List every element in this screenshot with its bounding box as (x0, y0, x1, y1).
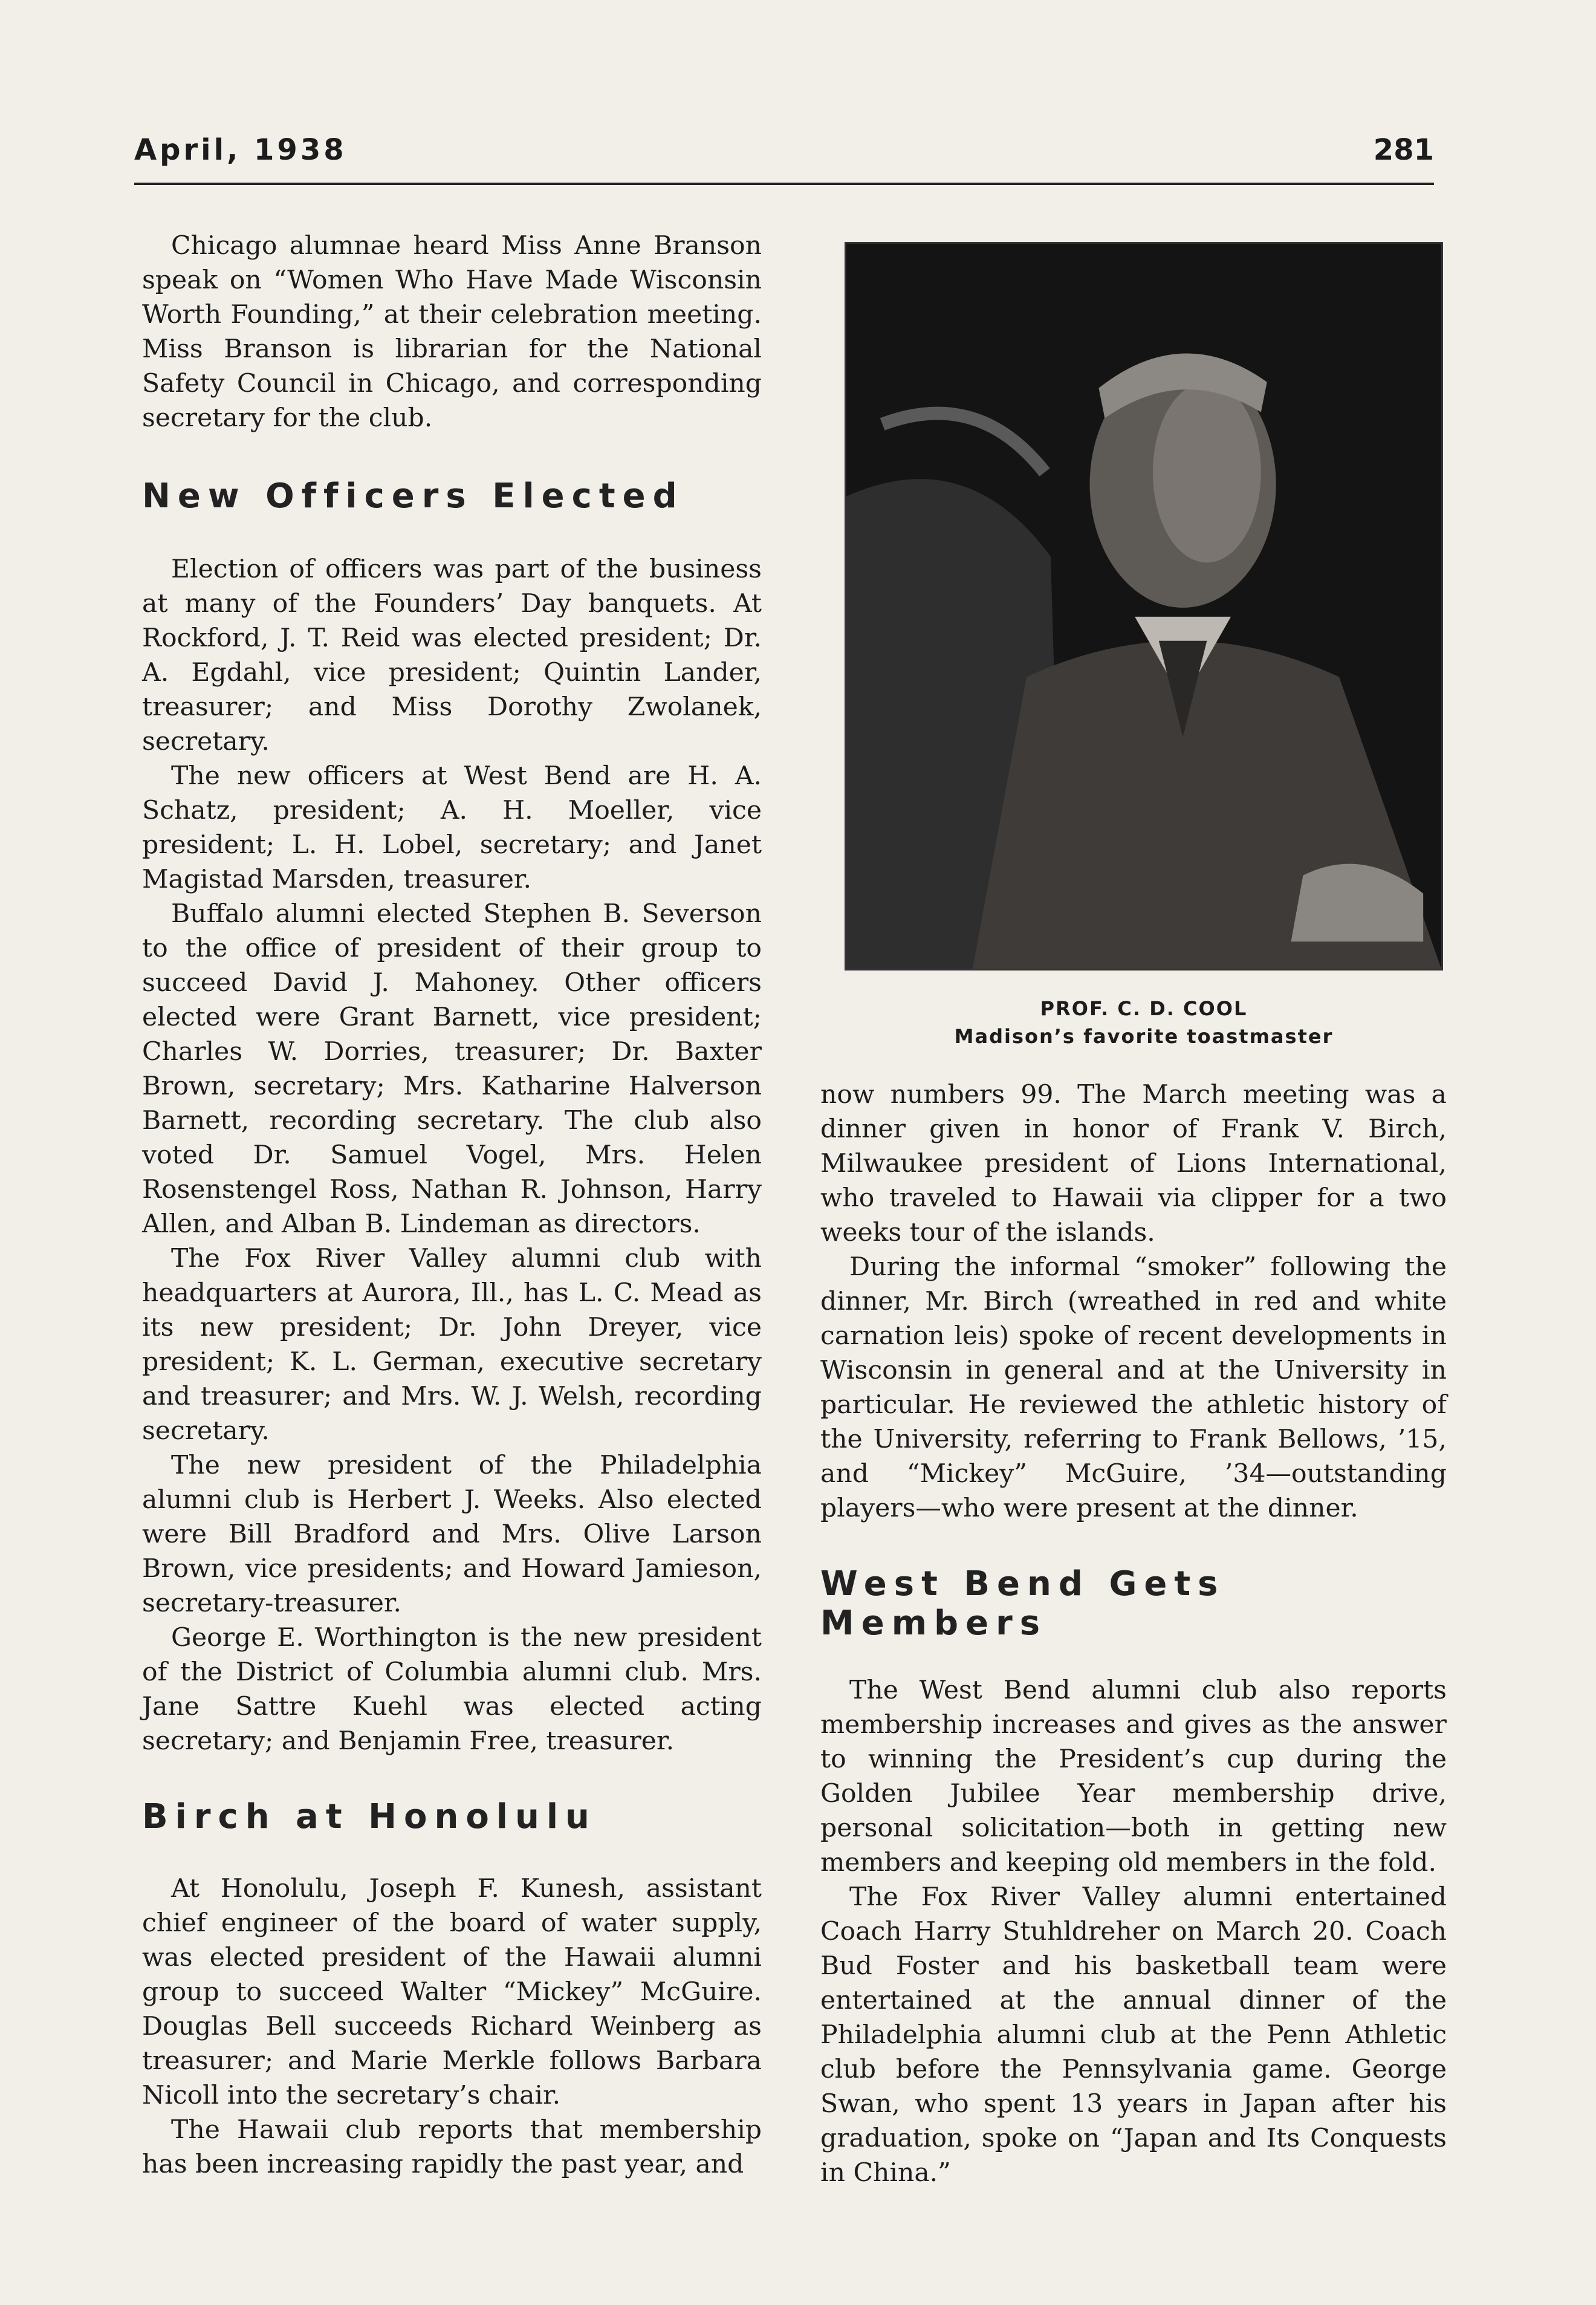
article-paragraph: The Hawaii club reports that membership has been increasing rapidly the past year, and (142, 2115, 762, 2179)
photo-caption (845, 995, 1443, 1050)
continued-paragraph: now numbers 99. The March meeting was a dinner given in honor of Frank V. Birch, Milwaukee president of Lions International, who traveled to Hawaii via clipper for a two weeks tour of the islands. (820, 1080, 1447, 1247)
article-paragraph: George E. Worthington is the new president of the District of Columbia alumni club. Mrs. Jane Sattre Kuehl was elected acting secretary; and Benjamin Free, treasurer. (142, 1623, 762, 1756)
article-paragraph: Election of officers was part of the business at many of the Founders’ Day banquets. At Rockford, J. T. Reid was elected president; Dr. A. Egdahl, vice president; Quintin Lander, treasurer; and Miss Dorothy Zwolanek, secretary. (142, 554, 762, 756)
article-paragraph: During the informal “smoker” following the dinner, Mr. Birch (wreathed in red and white carnation leis) spoke of recent developments in Wisconsin in general and at the University in particular. He reviewed the athletic history of the University, referring to Frank Bellows, ’15, and “Mickey” McGuire, ’34—outstanding players—who were present at the dinner. (820, 1252, 1447, 1523)
article-paragraph: At Honolulu, Joseph F. Kunesh, assistant chief engineer of the board of water supply, was elected president of the Hawaii alumni group to succeed Walter “Mickey” McGuire. Douglas Bell succeeds Richard Weinberg as treasurer; and Marie Merkle follows Barbara Nicoll into the secretary’s chair. (142, 1874, 762, 2110)
birch-heading: Birch at Honolulu (142, 1797, 597, 1836)
article-paragraph: The new officers at West Bend are H. A. Schatz, president; A. H. Moeller, vice president; L. H. Lobel, secretary; and Janet Magistad Marsden, treasurer. (142, 761, 762, 894)
portrait-photo-illustration (846, 244, 1441, 969)
header-rule (134, 183, 1434, 185)
right-column (820, 1078, 1447, 2190)
portrait-photo (845, 242, 1443, 970)
header-date: April, 1938 (134, 133, 347, 167)
west-bend-heading: West Bend Gets Members (820, 1564, 1225, 1643)
caption-name: PROF. C. D. COOL (1040, 997, 1248, 1020)
page-number: 281 (1373, 133, 1434, 167)
article-paragraph: The new president of the Philadelphia alumni club is Herbert J. Weeks. Also elected were Bill Bradford and Mrs. Olive Larson Brown, vice presidents; and Howard Jamieson, secretary-treasurer. (142, 1451, 762, 1618)
new-officers-heading: New Officers Elected (142, 476, 684, 516)
caption-description: Madison’s favorite toastmaster (954, 1025, 1334, 1048)
left-column (142, 229, 762, 2182)
article-paragraph: The Fox River Valley alumni club with headquarters at Aurora, Ill., has L. C. Mead as its new president; Dr. John Dreyer, vice president; K. L. German, executive secretary and treasurer; and Mrs. W. J. Welsh, recording secretary. (142, 1244, 762, 1446)
intro-paragraph: Chicago alumnae heard Miss Anne Branson speak on “Women Who Have Made Wisconsin Worth Founding,” at their celebration meeting. Miss Branson is librarian for the National Safety Council in Chicago, and corresponding secretary for the club. (142, 231, 762, 433)
article-paragraph: Buffalo alumni elected Stephen B. Severson to the office of president of their group to succeed David J. Mahoney. Other officers elected were Grant Barnett, vice president; Charles W. Dorries, treasurer; Dr. Baxter Brown, secretary; Mrs. Katharine Halverson Barnett, recording secretary. The club also voted Dr. Samuel Vogel, Mrs. Helen Rosenstengel Ross, Nathan R. Johnson, Harry Allen, and Alban B. Lindeman as directors. (142, 899, 762, 1239)
article-paragraph: The Fox River Valley alumni entertained Coach Harry Stuhldreher on March 20. Coach Bud Foster and his basketball team were entertained at the annual dinner of the Philadelphia alumni club at the Penn Athletic club before the Pennsylvania game. George Swan, who spent 13 years in Japan after his graduation, spoke on “Japan and Its Conquests in China.” (820, 1882, 1447, 2188)
article-paragraph: The West Bend alumni club also reports membership increases and gives as the answer to winning the President’s cup during the Golden Jubilee Year membership drive, personal solicitation—both in getting new members and keeping old members in the fold. (820, 1676, 1447, 1877)
